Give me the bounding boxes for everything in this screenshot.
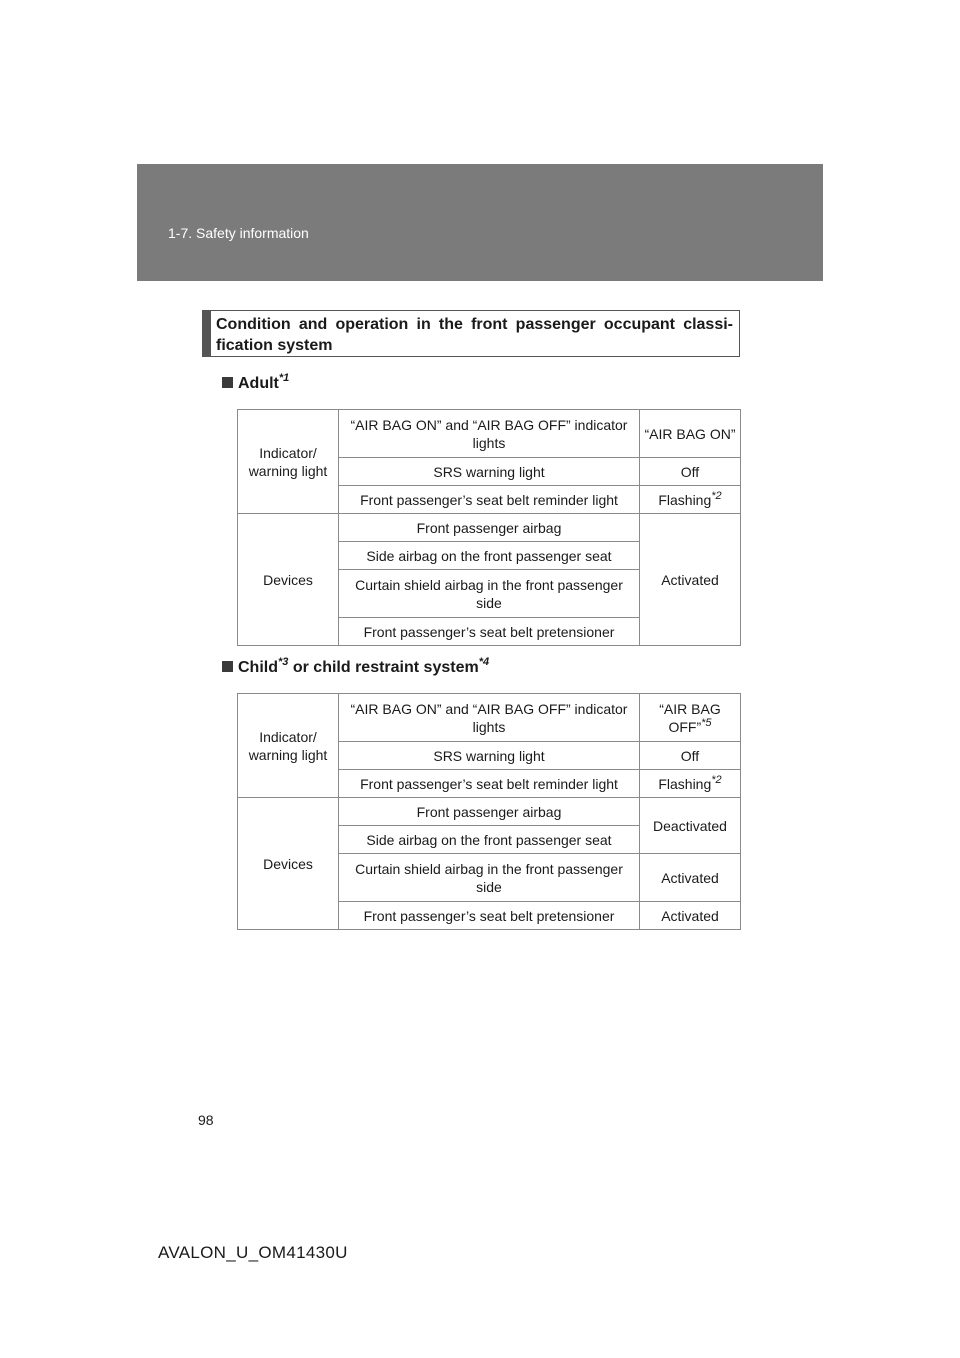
table-cell: Front passenger’s seat belt pretensioner xyxy=(339,618,640,646)
table-cell: Front passenger airbag xyxy=(339,798,640,826)
table-row xyxy=(238,514,741,542)
table-cell: Curtain shield airbag in the front passenger side xyxy=(339,570,640,618)
devices-label-cell: Devices xyxy=(238,798,339,930)
footnote-ref: *3 xyxy=(278,656,289,668)
page-number: 98 xyxy=(198,1112,214,1128)
devices-label-cell: Devices xyxy=(238,514,339,646)
square-bullet-icon xyxy=(222,661,233,672)
state-text: Flashing xyxy=(658,775,712,792)
footnote-ref: *1 xyxy=(278,372,290,384)
table-cell: Side airbag on the front passenger seat xyxy=(339,826,640,854)
table-cell xyxy=(640,694,741,742)
footnote-ref: *2 xyxy=(711,489,722,502)
table-cell: Off xyxy=(640,458,741,486)
table-cell: SRS warning light xyxy=(339,458,640,486)
table-cell: Off xyxy=(640,742,741,770)
table-cell: Curtain shield airbag in the front passenger side xyxy=(339,854,640,902)
state-text: Flashing xyxy=(658,491,712,508)
devices-state-cell: Activated xyxy=(640,514,741,646)
child-title: Child xyxy=(238,659,278,676)
table-row xyxy=(238,410,741,458)
indicator-label-cell: Indicator/ warning light xyxy=(238,410,339,514)
table-cell: “AIR BAG ON” and “AIR BAG OFF” indicator lights xyxy=(339,410,640,458)
footnote-ref: *2 xyxy=(711,773,722,786)
section-heading-box xyxy=(202,310,740,357)
table-cell: Side airbag on the front passenger seat xyxy=(339,542,640,570)
table-cell: Front passenger’s seat belt reminder light xyxy=(339,486,640,514)
section-heading: Condition and operation in the front passenger occupant classi-fication system xyxy=(216,316,733,354)
table-cell: SRS warning light xyxy=(339,742,640,770)
adult-table xyxy=(237,409,741,646)
state-text: “AIR BAG OFF” xyxy=(659,700,721,735)
section-title: 1-7. Safety information xyxy=(168,225,309,241)
table-cell: Activated xyxy=(640,902,741,930)
footnote-ref: *4 xyxy=(478,656,490,668)
table-cell: “AIR BAG ON” xyxy=(640,410,741,458)
table-cell: “AIR BAG ON” and “AIR BAG OFF” indicator lights xyxy=(339,694,640,742)
airbag-group-state-cell: Deactivated xyxy=(640,798,741,854)
table-cell xyxy=(640,486,741,514)
header-band xyxy=(137,164,823,281)
document-code: AVALON_U_OM41430U xyxy=(158,1243,348,1262)
child-title-rest: or child restraint system xyxy=(288,659,479,676)
adult-title: Adult xyxy=(238,375,279,392)
table-row xyxy=(238,798,741,826)
table-cell: Front passenger’s seat belt reminder light xyxy=(339,770,640,798)
adult-subheading xyxy=(222,374,289,394)
table-row xyxy=(238,694,741,742)
square-bullet-icon xyxy=(222,377,233,388)
indicator-label-cell: Indicator/ warning light xyxy=(238,694,339,798)
child-table xyxy=(237,693,741,930)
table-cell: Activated xyxy=(640,854,741,902)
table-cell xyxy=(640,770,741,798)
child-subheading xyxy=(222,658,489,678)
table-cell: Front passenger airbag xyxy=(339,514,640,542)
heading-accent-bar xyxy=(203,311,211,356)
table-cell: Front passenger’s seat belt pretensioner xyxy=(339,902,640,930)
footnote-ref: *5 xyxy=(701,716,712,729)
